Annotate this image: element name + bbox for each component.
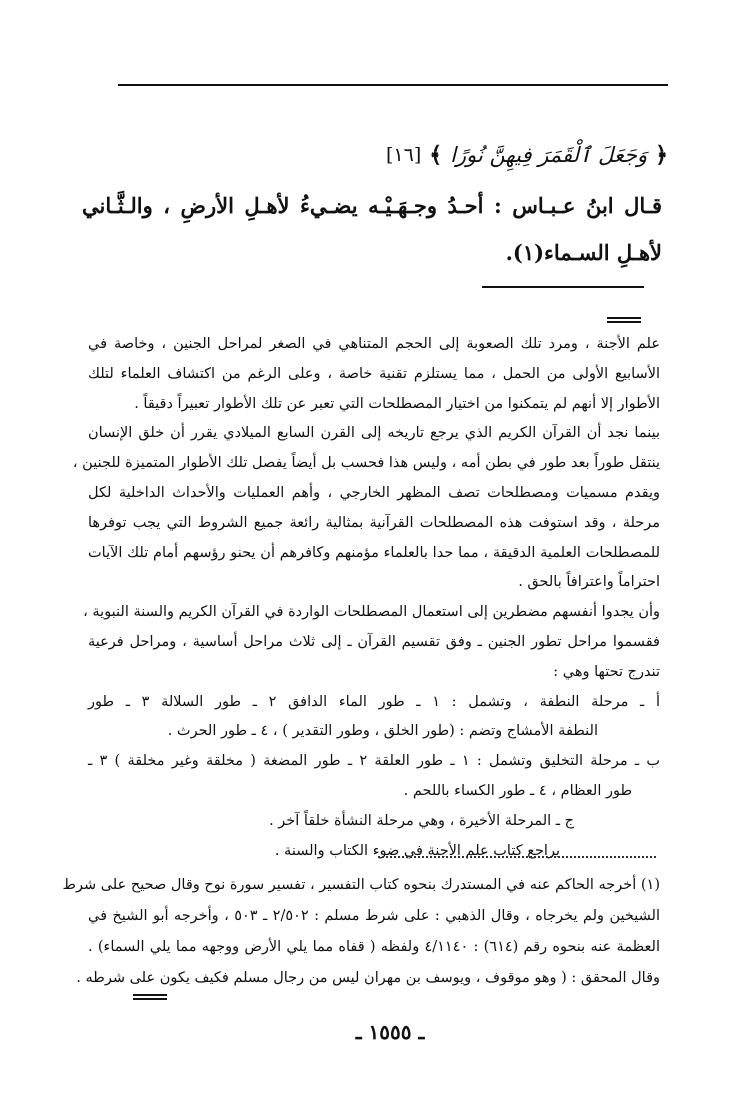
header-rule	[118, 84, 668, 86]
body-line: للمصطلحات العلمية الدقيقة ، مما حدا بالعلماء مؤمنهم وكافرهم أن يحنو رؤسهم أمام تلك الآيات	[88, 544, 660, 561]
body-line: يراجع كتاب علم الأجنة في ضوء الكتاب والسنة .	[274, 842, 560, 859]
ibn-abbas-quote: قـال ابنُ عـبـاس : أحـدُ وجـهَـيْـه يضـيءُ لأهـلِ الأرضِ ، والـثَّـاني لأهـلِ السـماء(١).	[82, 193, 662, 265]
body-line: احتراماً واعترافاً بالحق .	[518, 574, 660, 591]
verse-close-bracket: ﴾	[429, 142, 443, 168]
body-line: تندرج تحتها وهي :	[553, 663, 660, 680]
footnote-line: (١) أخرجه الحاكم عنه في المستدرك بنحوه كتاب التفسير ، تفسير سورة نوح وقال صحيح على شرط	[62, 877, 660, 893]
body-line: ب ـ مرحلة التخليق وتشمل : ١ ـ طور العلقة ٢ ـ طور المضغة ( مخلقة وغير مخلقة ) ٣ ـ	[88, 753, 660, 770]
footnote	[62, 870, 661, 994]
commentary-text	[72, 330, 661, 866]
body-line: ينتقل طوراً بعد طور في بطن أمه ، وليس هذا فحسب بل أيضاً يفصل تلك الأطوار المتميزة للجنين ،	[72, 455, 660, 472]
verse-text: وَجَعَلَ ٱلْقَمَرَ فِيهِنَّ نُورًا	[450, 143, 648, 167]
body-line: علم الأجنة ، ومرد تلك الصعوبة إلى الحجم المتناهي في الصغر لمراحل الجنين ، وخاصة في	[88, 336, 660, 352]
body-line: ج ـ المرحلة الأخيرة ، وهي مرحلة النشأة خلقاً آخر .	[269, 812, 574, 829]
body-line: فقسموا مراحل تطور الجنين ـ وفق تقسيم القرآن ـ إلى ثلاث مراحل أساسية ، ومراحل فرعية	[88, 633, 660, 650]
footnote-line: العظمة عنه بنحوه رقم (٦١٤) : ٤/١١٤٠ ولفظه ( قفاه مما يلي الأرض ووجهه مما يلي السماء) .	[88, 939, 660, 955]
section-rule	[482, 286, 644, 288]
body-line: مرحلة ، وقد استوفت هذه المصطلحات القرآنية بمثالية رائعة جميع الشروط التي يجب توفرها	[88, 514, 660, 531]
footnote-line: وقال المحقق : ( وهو موقوف ، ويوسف بن مهران ليس من رجال مسلم فكيف يكون على شرطه .	[76, 970, 660, 986]
double-rule-top	[607, 317, 641, 323]
body-line: أ ـ مرحلة النطفة ، وتشمل : ١ ـ طور الماء الدافق ٢ ـ طور السلالة ٣ ـ طور	[88, 693, 661, 710]
body-line: ويقدم مسميات ومصطلحات تصف المظهر الخارجي ، وأهم العمليات والأحداث الداخلية لكل	[88, 484, 660, 501]
body-line: وأن يجدوا أنفسهم مضطرين إلى استعمال المصطلحات الواردة في القرآن الكريم والسنة النبوية ،	[83, 604, 660, 621]
verse-open-bracket: ﴿	[655, 142, 668, 168]
verse-number: [١٦]	[386, 144, 422, 166]
body-line: طور العظام ، ٤ ـ طور الكساء باللحم .	[403, 782, 632, 799]
body-line: الأطوار إلا أنهم لم يتمكنوا من اختيار المصطلحات التي تعبر عن تلك الأطوار تعبيراً دقيقاً .	[134, 395, 660, 412]
footnote-separator	[378, 856, 656, 858]
body-line: الأسابيع الأولى من الحمل ، مما يستلزم تقنية خاصة ، وعلى الرغم من اكتشاف العلماء لتلك	[88, 365, 660, 382]
double-rule-bottom	[133, 994, 167, 1000]
body-line: النطفة الأمشاج وتضم : (طور الخلق ، وطور التقدير ) ، ٤ ـ طور الحرث .	[167, 723, 598, 740]
page-number: ـ ١٥٥٥ ـ	[355, 1020, 425, 1044]
body-line: بينما نجد أن القرآن الكريم الذي يرجع تاريخه إلى القرن السابع الميلادي يقرر أن خلق الإنسان	[88, 425, 660, 442]
quran-verse	[370, 138, 668, 172]
footnote-line: الشيخين ولم يخرجاه ، وقال الذهبي : على شرط مسلم : ٢/٥٠٢ ـ ٥٠٣ ، وأخرجه أبو الشيخ في	[88, 908, 661, 924]
